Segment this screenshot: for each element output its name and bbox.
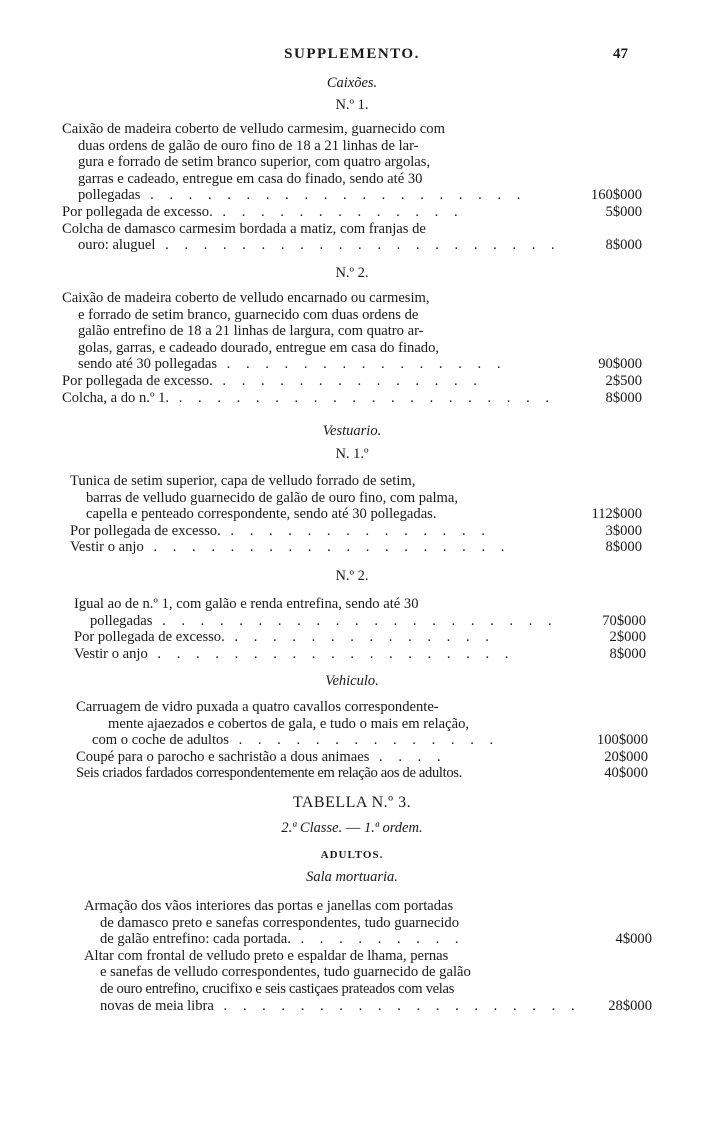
leader-dots: . . . . . . . . . . . . . . (212, 372, 483, 389)
leader-dots: . . . . . . . . . . . . . . (224, 629, 495, 646)
entry-line: Seis criados fardados correspondentemente em relação aos de adultos. (76, 765, 462, 782)
entry-line: Igual ao de n.º 1, com galão e renda entrefina, sendo até 30 (74, 596, 419, 612)
entry-line: Armação dos vãos interiores das portas e janellas com portadas (84, 898, 454, 914)
entry-sala-mortuaria (84, 898, 652, 1014)
entry-line: Colcha de damasco carmesim bordada a matiz, com franjas de (62, 220, 426, 237)
entry-line: duas ordens de galão de ouro fino de 18 a 21 linhas de lar- (78, 137, 419, 154)
price: 28$000 (608, 997, 652, 1014)
classe-heading (0, 820, 704, 837)
section-heading-caixoes: Caixões. (326, 75, 378, 91)
running-title: SUPPLEMENTO. (284, 46, 420, 62)
entry-vestuario-n1 (70, 473, 642, 556)
entry-line: e forrado de setim branco, guarnecido com duas ordens de (78, 306, 419, 323)
price: 2$500 (605, 372, 642, 389)
subheading-vestuario-n1: N. 1.º (335, 446, 369, 462)
entry-vestuario-n2 (74, 596, 646, 662)
entry-line: Carruagem de vidro puxada a quatro cavallos correspondente- (76, 699, 439, 715)
price: 8$000 (605, 539, 642, 556)
price: 8$000 (605, 389, 642, 406)
classe-label: 2.ª Classe. (281, 820, 343, 836)
leader-dots: . . . . . . . . . (290, 931, 465, 948)
price: 112$000 (591, 506, 642, 523)
entry-line: e sanefas de velludo correspondentes, tudo guarnecido de galão (100, 964, 471, 981)
entry-line: galão entrefino de 18 a 21 linhas de largura, com quatro ar- (78, 323, 424, 340)
price: 3$000 (605, 522, 642, 539)
leader-dots: . . . . . . . . . . . . . . (220, 522, 491, 539)
entry-line: Tunica de setim superior, capa de velludo forrado de setim, (70, 473, 416, 489)
entry-line: ouro: aluguel (78, 237, 156, 254)
price: 2$000 (609, 629, 646, 646)
entry-line: Altar com frontal de velludo preto e espaldar de lhama, pernas (84, 947, 449, 964)
entry-line: Por pollegada de excesso. (62, 203, 213, 220)
leader-dots: . . . . (369, 748, 447, 765)
price: 8$000 (605, 237, 642, 254)
leader-dots: . . . . . . . . . . . . . . . . . . . . (169, 389, 556, 406)
leader-dots: . . . . . . . . . . . . . . . . . . . (143, 539, 511, 556)
entry-line: gura e forrado de setim branco superior, com quatro argolas, (78, 154, 431, 171)
entry-caixoes-n2 (62, 290, 642, 406)
entry-line: capella e penteado correspondente, sendo até 30 pollegadas. (86, 506, 437, 523)
entry-line: garras e cadeado, entregue em casa do finado, sendo até 30 (78, 170, 423, 187)
entry-line: sendo até 30 pollegadas (78, 356, 218, 373)
entry-vehiculo (76, 699, 648, 782)
entry-line: com o coche de adultos (92, 732, 229, 749)
page-number: 47 (613, 46, 628, 62)
leader-dots: . . . . . . . . . . . . . . . (217, 356, 507, 373)
leader-dots: . . . . . . . . . . . . . . . . . . . . . (155, 237, 561, 254)
entry-line: Vestir o anjo (74, 645, 148, 662)
leader-dots: . . . . . . . . . . . . . . . . . . . (147, 645, 515, 662)
entry-line: Caixão de madeira coberto de velludo encarnado ou carmesim, (62, 290, 430, 306)
entry-line: mente ajaezados e cobertos de gala, e tudo o mais em relação, (108, 715, 470, 732)
price: 90$000 (598, 356, 642, 373)
entry-line: Por pollegada de excesso. (70, 522, 221, 539)
price: 40$000 (604, 765, 648, 782)
entry-line: de damasco preto e sanefas correspondentes, tudo guarnecido (100, 914, 460, 931)
entry-line: Por pollegada de excesso. (74, 629, 225, 646)
subheading-caixoes-n2: N.º 2. (335, 265, 369, 281)
price: 5$000 (605, 203, 642, 220)
entry-line: pollegadas (78, 187, 141, 204)
entry-caixoes-n1 (62, 121, 642, 254)
price: 20$000 (604, 748, 648, 765)
entry-line: Caixão de madeira coberto de velludo carmesim, guarnecido com (62, 121, 445, 137)
entry-line: de galão entrefino: cada portada. (100, 931, 291, 948)
section-heading-vestuario: Vestuario. (322, 423, 382, 439)
tabella-heading: TABELLA N.º 3. (292, 794, 412, 811)
entry-line: Colcha, a do n.º 1. (62, 389, 170, 406)
adultos-heading: ADULTOS. (320, 849, 384, 861)
price: 8$000 (609, 645, 646, 662)
section-heading-vehiculo: Vehiculo. (325, 673, 379, 689)
classe-separator: — (342, 820, 364, 836)
entry-line: pollegadas (90, 612, 153, 629)
entry-line: golas, garras, e cadeado dourado, entregue em casa do finado, (78, 339, 440, 356)
running-head (0, 46, 704, 66)
price: 100$000 (596, 732, 648, 749)
leader-dots: . . . . . . . . . . . . . (212, 203, 464, 220)
leader-dots: . . . . . . . . . . . . . . . . . . . . . (152, 612, 558, 629)
entry-line: Por pollegada de excesso. (62, 372, 213, 389)
subheading-vestuario-n2: N.º 2. (335, 568, 369, 584)
leader-dots: . . . . . . . . . . . . . . (228, 732, 500, 749)
subheading-caixoes-n1: N.º 1. (335, 97, 369, 113)
leader-dots: . . . . . . . . . . . . . . . . . . . (213, 997, 581, 1014)
price: 70$000 (602, 612, 646, 629)
entry-line: barras de velludo guarnecido de galão de ouro fino, com palma, (86, 489, 459, 506)
ordem-label: 1.ª ordem. (363, 820, 423, 836)
price: 4$000 (615, 931, 652, 948)
entry-line: de ouro entrefino, crucifixo e seis castiçaes prateados com velas (100, 980, 455, 997)
leader-dots: . . . . . . . . . . . . . . . . . . . . (140, 187, 527, 204)
entry-line: novas de meia libra (100, 997, 214, 1014)
entry-line: Vestir o anjo (70, 539, 144, 556)
sala-heading: Sala mortuaria. (306, 869, 398, 885)
entry-line: Coupé para o parocho e sachristão a dous animaes (76, 748, 370, 765)
price: 160$000 (590, 187, 642, 204)
